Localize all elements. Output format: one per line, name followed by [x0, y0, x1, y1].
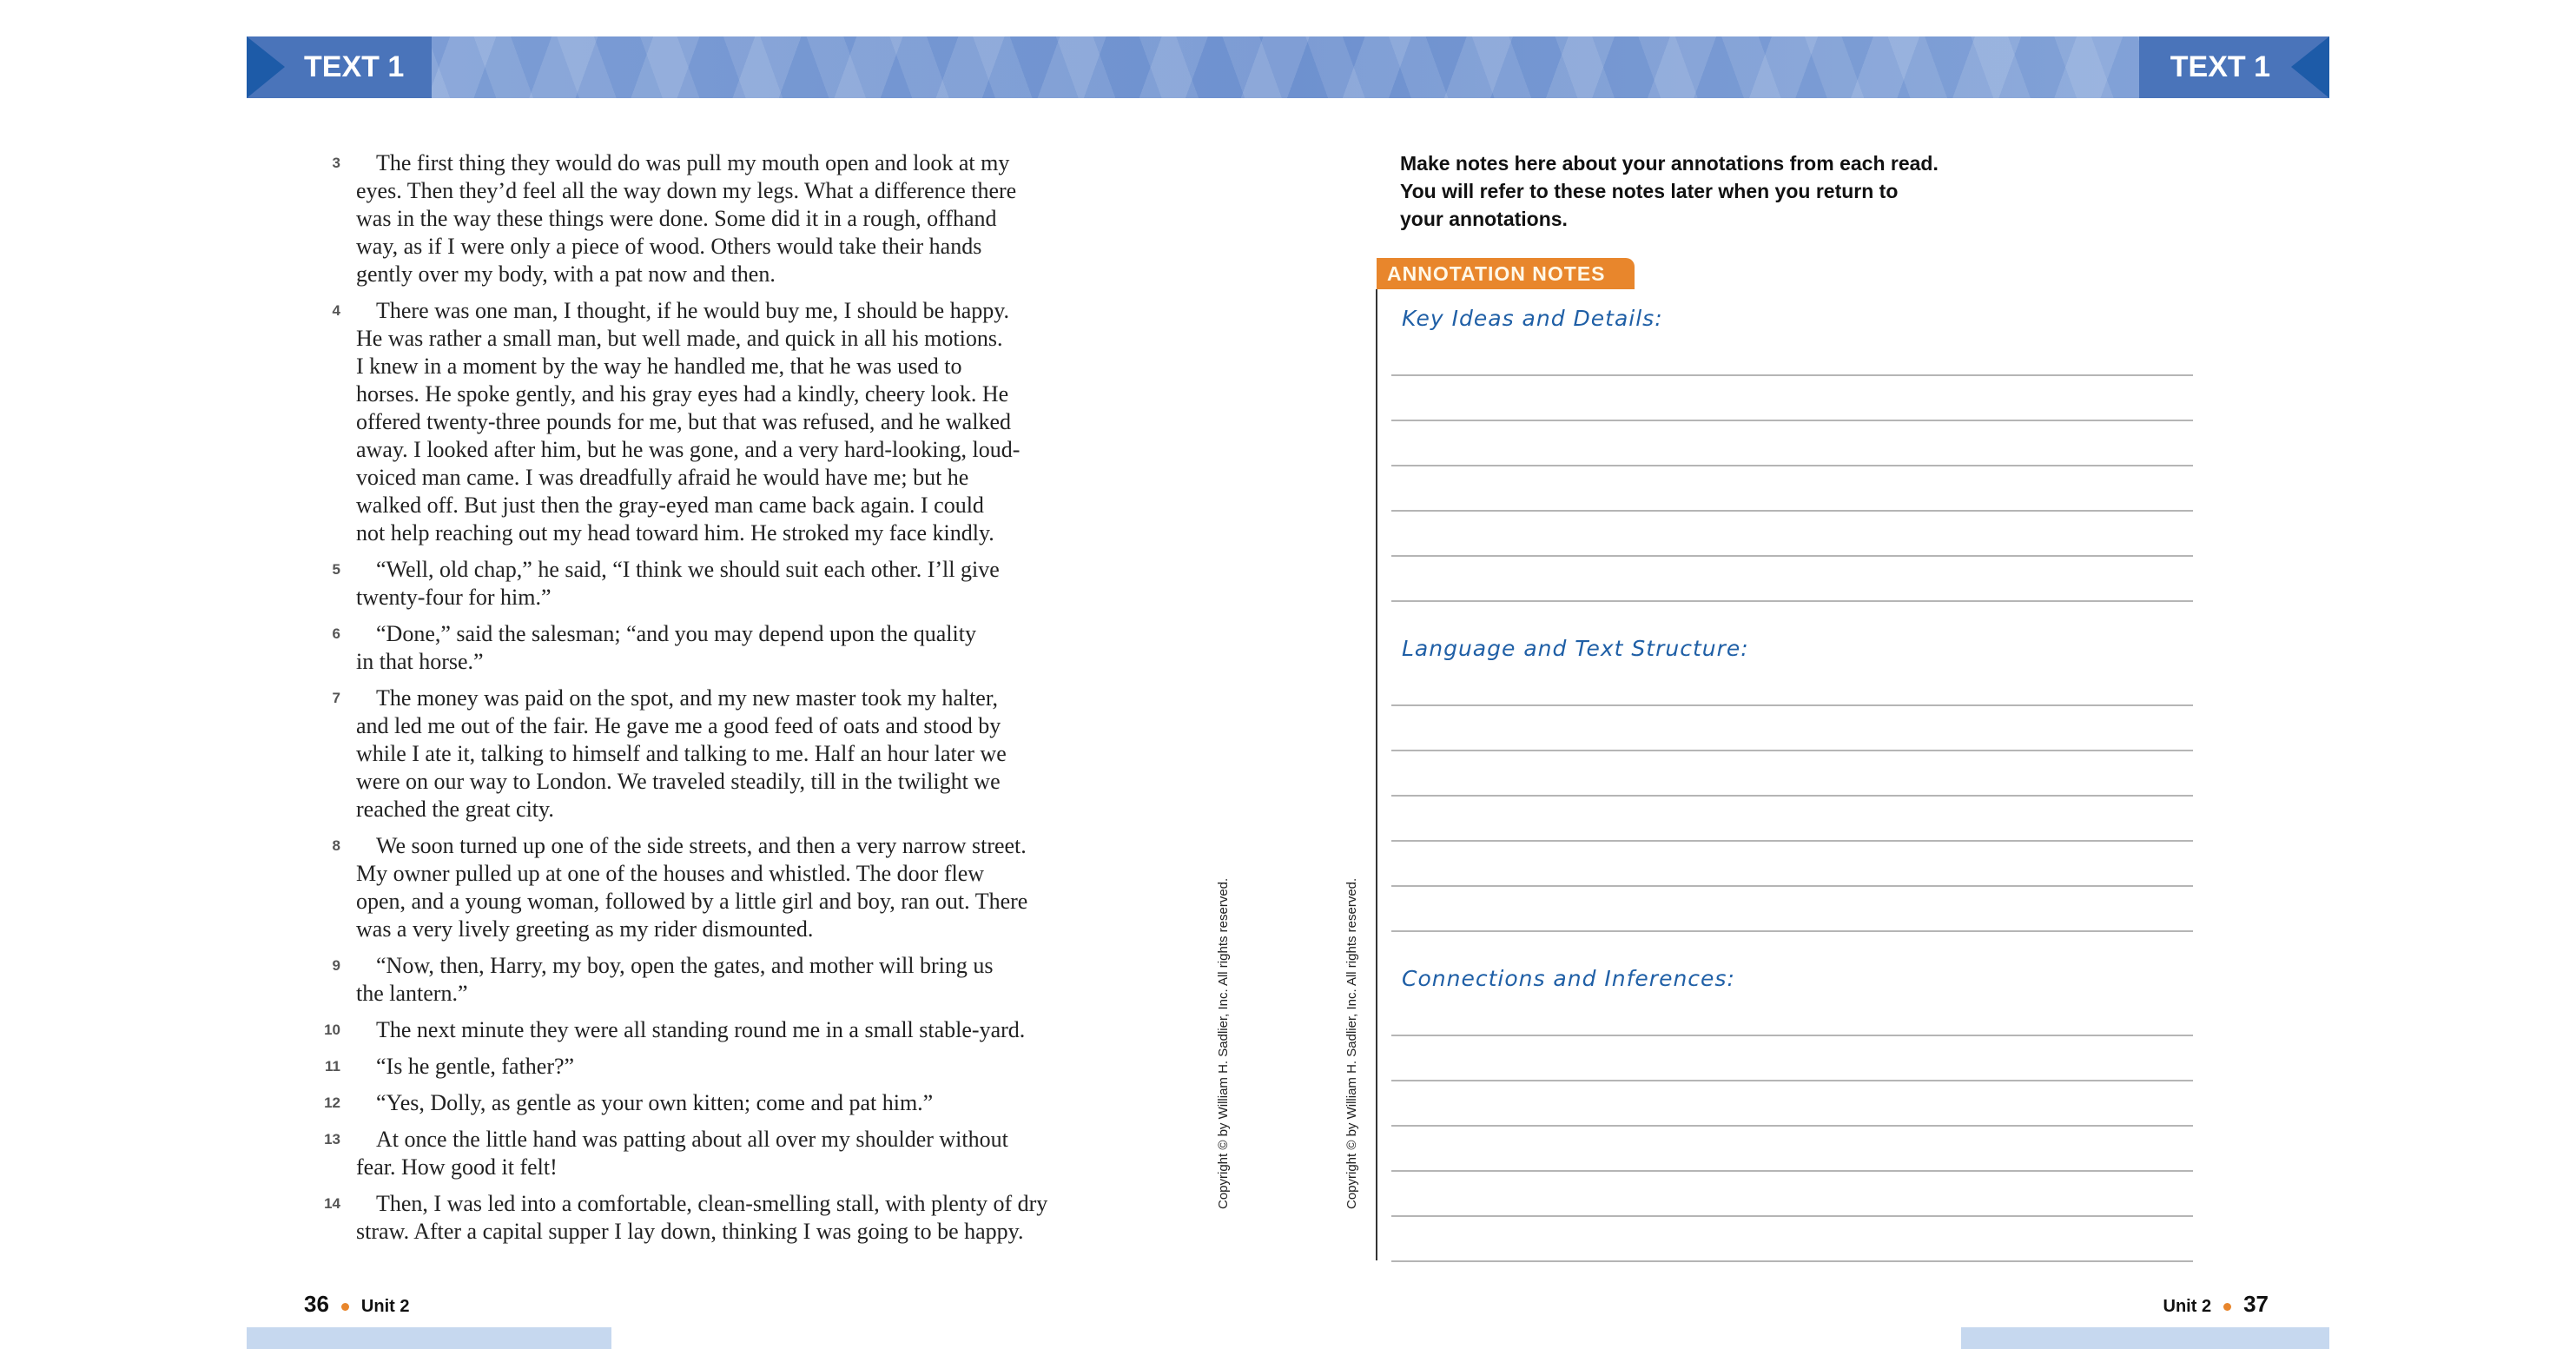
paragraph-line: “Is he gentle, father?” — [376, 1054, 575, 1079]
section-heading-key-ideas: Key Ideas and Details: — [1402, 306, 1663, 331]
paragraph-line: horses. He spoke gently, and his gray eyes had a kindly, cheery look. He — [356, 381, 1009, 407]
paragraph-line: open, and a young woman, followed by a little girl and boy, ran out. There — [356, 889, 1028, 914]
story-text — [313, 149, 1094, 1254]
paragraph-line: walked off. But just then the gray-eyed man came back again. I could — [356, 493, 984, 518]
paragraph — [313, 1190, 1094, 1246]
paragraph — [313, 832, 1094, 943]
paragraph-line: reached the great city. — [356, 797, 554, 822]
paragraph-number: 9 — [332, 957, 340, 974]
note-writing-line[interactable] — [1391, 555, 2193, 557]
paragraph — [313, 297, 1094, 547]
note-writing-line[interactable] — [1391, 1080, 2193, 1081]
instruction-line: You will refer to these notes later when you return to — [1400, 180, 1899, 202]
note-writing-line[interactable] — [1391, 1125, 2193, 1127]
instruction-line: your annotations. — [1400, 208, 1568, 230]
bullet-icon — [2223, 1303, 2231, 1311]
note-writing-line[interactable] — [1391, 1170, 2193, 1172]
arrow-right-icon — [247, 36, 285, 98]
paragraph-line: “Well, old chap,” he said, “I think we should suit each other. I’ll give — [376, 557, 1000, 582]
paragraph-line: The next minute they were all standing round me in a small stable-yard. — [376, 1017, 1026, 1042]
paragraph-line: fear. How good it felt! — [356, 1154, 558, 1180]
note-writing-line[interactable] — [1391, 600, 2193, 602]
note-writing-line[interactable] — [1391, 840, 2193, 842]
paragraph-number: 11 — [325, 1058, 340, 1075]
note-writing-line[interactable] — [1391, 1215, 2193, 1217]
paragraph-line: was in the way these things were done. Some did it in a rough, offhand — [356, 206, 997, 231]
note-writing-line[interactable] — [1391, 1260, 2193, 1262]
paragraph-line: The money was paid on the spot, and my new master took my halter, — [376, 685, 998, 711]
text-banner — [247, 36, 2329, 98]
note-writing-line[interactable] — [1391, 374, 2193, 376]
paragraph-line: “Yes, Dolly, as gentle as your own kitten; come and pat him.” — [376, 1090, 934, 1115]
paragraph-line: were on our way to London. We traveled steadily, till in the twilight we — [356, 769, 1001, 794]
note-writing-line[interactable] — [1391, 704, 2193, 706]
paragraph-line: The first thing they would do was pull my mouth open and look at my — [376, 150, 1010, 175]
paragraph — [313, 1016, 1094, 1044]
paragraph-number: 6 — [332, 625, 340, 642]
paragraph-line: eyes. Then they’d feel all the way down my legs. What a difference there — [356, 178, 1017, 203]
arrow-left-icon — [2291, 36, 2329, 98]
unit-label-right: Unit 2 — [2163, 1297, 2212, 1316]
paragraph — [313, 952, 1094, 1008]
paragraph — [313, 1126, 1094, 1181]
copyright-notice-left: Copyright © by William H. Sadlier, Inc. All rights reserved. — [1216, 877, 1231, 1209]
paragraph-number: 12 — [324, 1094, 340, 1111]
paragraph — [313, 149, 1094, 288]
paragraph-number: 3 — [332, 155, 340, 171]
paragraph-number: 13 — [324, 1131, 340, 1147]
paragraph-number: 4 — [332, 302, 340, 319]
section-heading-connections: Connections and Inferences: — [1402, 966, 1735, 991]
paragraph-line: twenty-four for him.” — [356, 585, 552, 610]
paragraph — [313, 1053, 1094, 1081]
footer-bar-left — [247, 1327, 611, 1349]
unit-label-left: Unit 2 — [360, 1297, 410, 1316]
paragraph-number: 14 — [324, 1195, 340, 1212]
paragraph-line: I knew in a moment by the way he handled me, that he was used to — [356, 354, 962, 379]
note-writing-line[interactable] — [1391, 465, 2193, 466]
paragraph-number: 5 — [332, 561, 340, 578]
note-writing-line[interactable] — [1391, 930, 2193, 932]
footer-left — [304, 1291, 409, 1318]
paragraph-line: away. I looked after him, but he was gone, and a very hard-looking, loud- — [356, 437, 1020, 462]
paragraph-line: At once the little hand was patting about all over my shoulder without — [376, 1127, 1008, 1152]
paragraph-line: We soon turned up one of the side streets, and then a very narrow street. — [376, 833, 1027, 858]
paragraph — [313, 620, 1094, 676]
note-writing-line[interactable] — [1391, 1035, 2193, 1036]
text-tab-right — [2139, 36, 2329, 98]
paragraph-line: There was one man, I thought, if he would buy me, I should be happy. — [376, 298, 1010, 323]
paragraph — [313, 1089, 1094, 1117]
paragraph — [313, 684, 1094, 823]
paragraph-line: the lantern.” — [356, 981, 468, 1006]
paragraph-line: My owner pulled up at one of the houses and whistled. The door flew — [356, 861, 985, 886]
note-writing-line[interactable] — [1391, 885, 2193, 887]
paragraph-line: way, as if I were only a piece of wood. Others would take their hands — [356, 234, 982, 259]
page-number-right: 37 — [2243, 1291, 2269, 1317]
paragraph-line: voiced man came. I was dreadfully afraid he would have me; but he — [356, 465, 969, 490]
instruction-line: Make notes here about your annotations from each read. — [1400, 152, 1939, 175]
paragraph-line: “Now, then, Harry, my boy, open the gates, and mother will bring us — [376, 953, 994, 978]
paragraph-line: gently over my body, with a pat now and then. — [356, 261, 776, 287]
paragraph-number: 8 — [332, 837, 340, 854]
text-label-left: TEXT 1 — [304, 50, 405, 83]
copyright-notice-right: Copyright © by William H. Sadlier, Inc. All rights reserved. — [1344, 877, 1359, 1209]
note-writing-line[interactable] — [1391, 510, 2193, 512]
paragraph-line: in that horse.” — [356, 649, 484, 674]
paragraph-line: He was rather a small man, but well made, and quick in all his motions. — [356, 326, 1003, 351]
paragraph-line: and led me out of the fair. He gave me a good feed of oats and stood by — [356, 713, 1001, 738]
paragraph-line: was a very lively greeting as my rider dismounted. — [356, 916, 814, 942]
footer-bar-right — [1961, 1327, 2329, 1349]
text-tab-left — [247, 36, 432, 98]
annotation-notes-tab: ANNOTATION NOTES — [1377, 258, 1635, 289]
note-writing-line[interactable] — [1391, 795, 2193, 797]
note-writing-line[interactable] — [1391, 750, 2193, 751]
paragraph-line: not help reaching out my head toward him. He stroked my face kindly. — [356, 520, 994, 546]
paragraph-line: Then, I was led into a comfortable, clean-smelling stall, with plenty of dry — [376, 1191, 1048, 1216]
note-writing-line[interactable] — [1391, 420, 2193, 421]
paragraph-line: while I ate it, talking to himself and talking to me. Half an hour later we — [356, 741, 1007, 766]
notes-instructions — [1400, 149, 1939, 233]
bullet-icon — [341, 1303, 349, 1311]
paragraph — [313, 556, 1094, 612]
paragraph-line: offered twenty-three pounds for me, but that was refused, and he walked — [356, 409, 1011, 434]
paragraph-line: “Done,” said the salesman; “and you may depend upon the quality — [376, 621, 976, 646]
footer-right — [2163, 1291, 2269, 1318]
section-heading-language: Language and Text Structure: — [1402, 636, 1749, 661]
paragraph-number: 10 — [324, 1022, 340, 1038]
page-number-left: 36 — [304, 1291, 329, 1317]
text-label-right: TEXT 1 — [2170, 50, 2270, 83]
paragraph-number: 7 — [332, 690, 340, 706]
paragraph-line: straw. After a capital supper I lay down, thinking I was going to be happy. — [356, 1219, 1024, 1244]
notes-divider — [1376, 289, 1377, 1260]
